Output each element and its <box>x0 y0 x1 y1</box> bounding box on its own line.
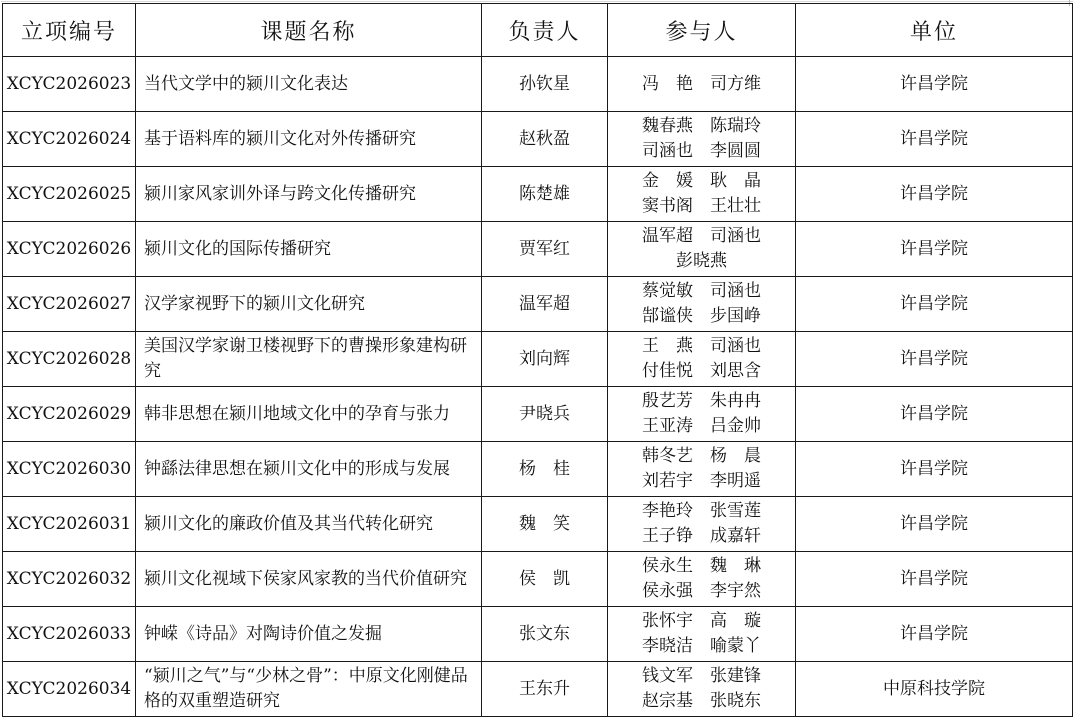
project-title: 韩非思想在颍川地域文化中的孕育与张力 <box>136 387 482 442</box>
table-row <box>3 57 1073 112</box>
header-leader: 负责人 <box>482 4 608 57</box>
project-title: 钟繇法律思想在颍川文化中的形成与发展 <box>136 442 482 497</box>
member-line: 彭晓燕 <box>676 251 727 271</box>
member-line: 王 燕 司涵也 <box>642 336 761 356</box>
project-unit: 许昌学院 <box>796 552 1073 607</box>
project-leader: 赵秋盈 <box>482 112 608 167</box>
project-leader: 陈楚雄 <box>482 167 608 222</box>
project-unit: 许昌学院 <box>796 57 1073 112</box>
project-table <box>2 3 1073 717</box>
member-line: 王子铮 成嘉轩 <box>642 526 761 546</box>
table-row <box>3 442 1073 497</box>
project-leader: 尹晓兵 <box>482 387 608 442</box>
project-unit: 许昌学院 <box>796 387 1073 442</box>
project-members <box>608 497 796 552</box>
project-code: XCYC2026031 <box>3 497 136 552</box>
project-code: XCYC2026034 <box>3 662 136 717</box>
member-line: 刘若宇 李明遥 <box>642 471 761 491</box>
project-members <box>608 167 796 222</box>
project-unit: 中原科技学院 <box>796 662 1073 717</box>
project-leader: 侯 凯 <box>482 552 608 607</box>
member-line: 司涵也 李圆圆 <box>642 141 761 161</box>
project-unit: 许昌学院 <box>796 277 1073 332</box>
project-leader: 魏 笑 <box>482 497 608 552</box>
project-members <box>608 277 796 332</box>
project-code: XCYC2026032 <box>3 552 136 607</box>
member-line: 赵宗基 张晓东 <box>642 691 761 711</box>
project-leader: 张文东 <box>482 607 608 662</box>
project-members <box>608 442 796 497</box>
project-members <box>608 387 796 442</box>
table-row <box>3 387 1073 442</box>
project-title: “颍川之气”与“少林之骨”：中原文化刚健品格的双重塑造研究 <box>136 662 482 717</box>
member-line: 侯永生 魏 琳 <box>642 556 761 576</box>
member-line: 付佳悦 刘思含 <box>642 361 761 381</box>
project-unit: 许昌学院 <box>796 222 1073 277</box>
header-code: 立项编号 <box>3 4 136 57</box>
table-row <box>3 112 1073 167</box>
member-line: 李晓洁 喻蒙丫 <box>642 636 761 656</box>
project-code: XCYC2026024 <box>3 112 136 167</box>
project-leader: 刘向辉 <box>482 332 608 387</box>
project-unit: 许昌学院 <box>796 497 1073 552</box>
member-line: 蔡觉敏 司涵也 <box>642 281 761 301</box>
project-code: XCYC2026026 <box>3 222 136 277</box>
project-members <box>608 607 796 662</box>
table-row <box>3 167 1073 222</box>
member-line: 张怀宇 高 璇 <box>642 611 761 631</box>
project-leader: 王东升 <box>482 662 608 717</box>
project-code: XCYC2026027 <box>3 277 136 332</box>
project-members <box>608 332 796 387</box>
member-line: 温军超 司涵也 <box>642 226 761 246</box>
header-title: 课题名称 <box>136 4 482 57</box>
project-title: 基于语料库的颍川文化对外传播研究 <box>136 112 482 167</box>
table-row <box>3 552 1073 607</box>
member-line: 王亚涛 吕金帅 <box>642 416 761 436</box>
project-leader: 孙钦星 <box>482 57 608 112</box>
project-title: 钟嵘《诗品》对陶诗价值之发掘 <box>136 607 482 662</box>
member-line: 郜谧侠 步国峥 <box>642 306 761 326</box>
member-line: 冯 艳 司方维 <box>642 73 761 94</box>
project-title: 当代文学中的颍川文化表达 <box>136 57 482 112</box>
table-row <box>3 662 1073 717</box>
project-leader: 贾军红 <box>482 222 608 277</box>
member-line: 魏春燕 陈瑞玲 <box>642 116 761 136</box>
header-members: 参与人 <box>608 4 796 57</box>
page-top-rule <box>1 1 1073 2</box>
project-leader: 温军超 <box>482 277 608 332</box>
member-line: 殷艺芳 朱冉冉 <box>642 391 761 411</box>
header-row <box>3 4 1073 57</box>
project-unit: 许昌学院 <box>796 332 1073 387</box>
project-unit: 许昌学院 <box>796 167 1073 222</box>
table-row <box>3 277 1073 332</box>
project-code: XCYC2026030 <box>3 442 136 497</box>
table-row <box>3 497 1073 552</box>
member-line: 李艳玲 张雪莲 <box>642 501 761 521</box>
table-row <box>3 332 1073 387</box>
member-line: 侯永强 李宇然 <box>642 581 761 601</box>
table-body <box>3 57 1073 717</box>
project-unit: 许昌学院 <box>796 112 1073 167</box>
project-code: XCYC2026029 <box>3 387 136 442</box>
header-unit: 单位 <box>796 4 1073 57</box>
project-members <box>608 662 796 717</box>
member-line: 韩冬艺 杨 晨 <box>642 446 761 466</box>
project-unit: 许昌学院 <box>796 607 1073 662</box>
project-members <box>608 112 796 167</box>
member-line: 钱文军 张建锋 <box>642 666 761 686</box>
project-title: 颍川文化的国际传播研究 <box>136 222 482 277</box>
member-line: 窦书阁 王壮壮 <box>642 196 761 216</box>
project-title: 颍川文化的廉政价值及其当代转化研究 <box>136 497 482 552</box>
project-title: 汉学家视野下的颍川文化研究 <box>136 277 482 332</box>
project-leader: 杨 桂 <box>482 442 608 497</box>
project-code: XCYC2026023 <box>3 57 136 112</box>
project-title: 美国汉学家谢卫楼视野下的曹操形象建构研究 <box>136 332 482 387</box>
project-members <box>608 57 796 112</box>
table-row <box>3 607 1073 662</box>
project-code: XCYC2026025 <box>3 167 136 222</box>
project-members <box>608 552 796 607</box>
project-title: 颍川家风家训外译与跨文化传播研究 <box>136 167 482 222</box>
project-title: 颍川文化视域下侯家风家教的当代价值研究 <box>136 552 482 607</box>
member-line: 金 媛 耿 晶 <box>642 171 761 191</box>
project-code: XCYC2026028 <box>3 332 136 387</box>
project-members <box>608 222 796 277</box>
table-row <box>3 222 1073 277</box>
project-unit: 许昌学院 <box>796 442 1073 497</box>
project-code: XCYC2026033 <box>3 607 136 662</box>
